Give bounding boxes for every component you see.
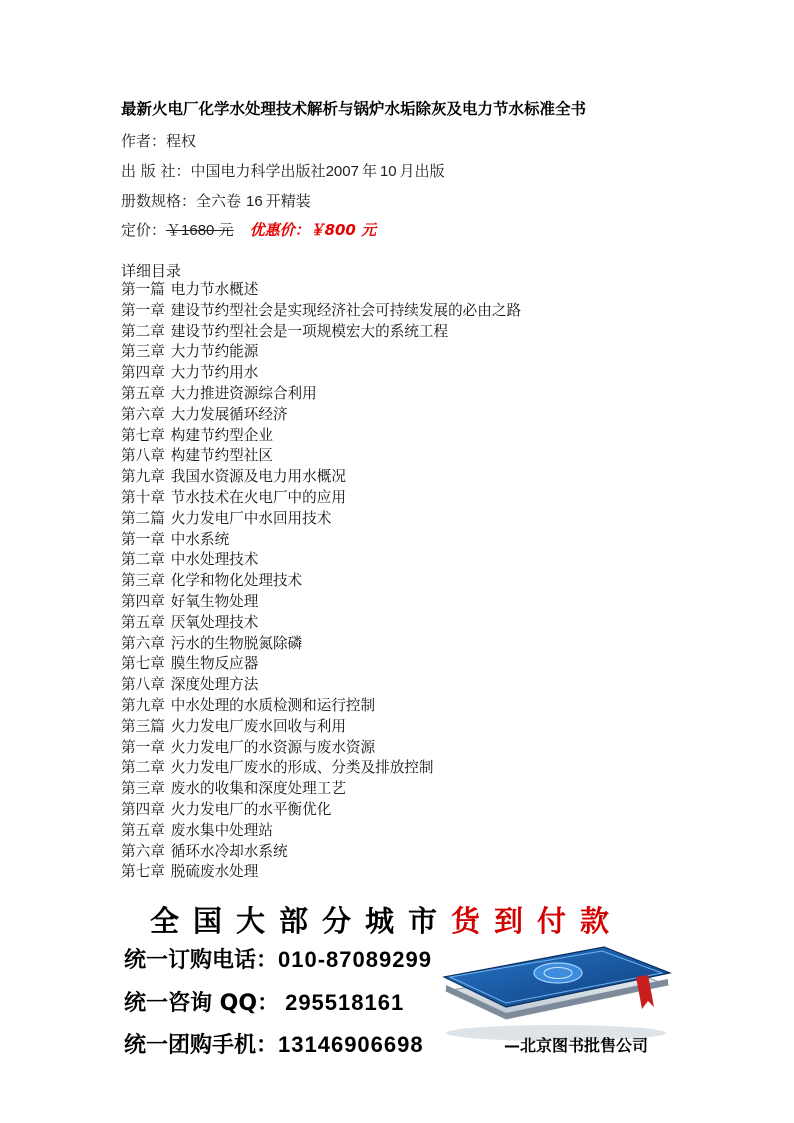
toc-chapter-number: 第六章 xyxy=(121,842,165,860)
toc-item xyxy=(121,571,521,592)
order-banner xyxy=(118,893,678,1063)
toc-chapter-title: 大力节约能源 xyxy=(170,343,259,361)
toc-chapter-number: 第四章 xyxy=(121,592,165,610)
toc-item xyxy=(121,842,521,863)
pub-year: 2007 xyxy=(325,163,359,180)
toc-chapter-title: 大力节约用水 xyxy=(170,364,259,382)
toc-chapter-title: 火力发电厂废水回收与利用 xyxy=(170,717,346,735)
toc-item xyxy=(121,634,521,655)
toc-chapter-title: 厌氧处理技术 xyxy=(170,613,259,631)
toc-chapter-title: 深度处理方法 xyxy=(170,676,259,694)
toc-item xyxy=(121,509,521,530)
toc-chapter-number: 第八章 xyxy=(121,676,165,694)
toc-chapter-title: 循环水冷却水系统 xyxy=(170,842,288,860)
toc-chapter-title: 膜生物反应器 xyxy=(170,655,259,673)
toc-item xyxy=(121,862,521,883)
toc-chapter-number: 第六章 xyxy=(121,634,165,652)
toc-chapter-number: 第一章 xyxy=(121,738,165,756)
price-label: 定价： xyxy=(121,221,167,239)
toc-chapter-title: 中水处理技术 xyxy=(170,551,259,569)
toc-chapter-title: 化学和物化处理技术 xyxy=(170,572,303,590)
toc-chapter-number: 第五章 xyxy=(121,613,165,631)
toc-chapter-number: 第一章 xyxy=(121,301,165,319)
toc-chapter-number: 第二章 xyxy=(121,759,165,777)
mobile-label: 统一团购手机： xyxy=(124,1033,279,1058)
toc-item xyxy=(121,654,521,675)
toc-item xyxy=(121,342,521,363)
original-price: ￥1680 元 xyxy=(166,222,234,239)
toc-chapter-title: 脱硫废水处理 xyxy=(170,863,259,881)
spec-pre: 全六卷 xyxy=(196,192,242,210)
pub-month: 10 xyxy=(379,163,397,180)
mobile-line xyxy=(124,1028,424,1059)
toc-chapter-number: 第五章 xyxy=(121,821,165,839)
toc-chapter-number: 第一篇 xyxy=(121,281,165,298)
toc-chapter-number: 第二篇 xyxy=(121,509,165,527)
headline-black: 全国大部分城市 xyxy=(150,904,452,938)
toc-chapter-number: 第二章 xyxy=(121,322,165,340)
toc-chapter-number: 第五章 xyxy=(121,384,165,402)
toc-chapter-title: 节水技术在火电厂中的应用 xyxy=(170,488,346,506)
mobile-number: 13146906698 xyxy=(278,1032,424,1057)
toc-item xyxy=(121,467,521,488)
toc-item xyxy=(121,426,521,447)
toc-chapter-number: 第九章 xyxy=(121,468,165,486)
toc-chapter-number: 第四章 xyxy=(121,800,165,818)
toc-chapter-title: 火力发电厂中水回用技术 xyxy=(170,509,332,527)
toc-chapter-number: 第七章 xyxy=(121,655,165,673)
toc-chapter-number: 第七章 xyxy=(121,863,165,881)
spec-label: 册数规格： xyxy=(121,192,197,210)
toc-chapter-number: 第七章 xyxy=(121,426,165,444)
toc-chapter-title: 大力推进资源综合利用 xyxy=(170,384,317,402)
toc-item xyxy=(121,301,521,322)
toc-item xyxy=(121,675,521,696)
toc-chapter-title: 火力发电厂的水平衡优化 xyxy=(170,800,332,818)
toc-chapter-title: 污水的生物脱氮除磷 xyxy=(170,634,303,652)
toc-chapter-title: 废水集中处理站 xyxy=(170,821,273,839)
toc-chapter-number: 第九章 xyxy=(121,696,165,714)
toc-item xyxy=(121,800,521,821)
toc-chapter-title: 电力节水概述 xyxy=(170,281,259,298)
book-illustration-icon xyxy=(436,933,676,1043)
toc-item xyxy=(121,779,521,800)
toc-chapter-title: 好氧生物处理 xyxy=(170,592,259,610)
phone-label: 统一订购电话： xyxy=(124,948,279,973)
spec-post: 开精装 xyxy=(265,192,311,210)
promo-price: 优惠价：￥800 元 xyxy=(249,221,377,239)
toc-item xyxy=(121,530,521,551)
toc-heading: 详细目录 xyxy=(121,262,182,280)
pub-month-suffix: 月出版 xyxy=(399,162,445,180)
author-label: 作者： xyxy=(121,132,167,150)
toc-item xyxy=(121,488,521,509)
toc-chapter-title: 中水处理的水质检测和运行控制 xyxy=(170,696,376,714)
toc-chapter-number: 第二章 xyxy=(121,551,165,569)
toc-chapter-number: 第三章 xyxy=(121,780,165,798)
headline-red: 货到付款 xyxy=(451,904,624,938)
toc-chapter-title: 火力发电厂废水的形成、分类及排放控制 xyxy=(170,759,434,777)
spec-num: 16 xyxy=(246,193,263,210)
toc-chapter-number: 第四章 xyxy=(121,364,165,382)
toc-chapter-number: 第一章 xyxy=(121,530,165,548)
toc-chapter-number: 第十章 xyxy=(121,488,165,506)
author-line xyxy=(121,130,196,151)
toc-chapter-title: 中水系统 xyxy=(170,530,230,548)
toc-item xyxy=(121,550,521,571)
toc-item xyxy=(121,758,521,779)
toc-chapter-number: 第八章 xyxy=(121,447,165,465)
phone-number: 010-87089299 xyxy=(278,947,432,972)
publisher-line xyxy=(121,160,445,181)
toc-item xyxy=(121,446,521,467)
toc-item xyxy=(121,384,521,405)
toc-chapter-title: 构建节约型社区 xyxy=(170,447,273,465)
toc-chapter-number: 第三章 xyxy=(121,572,165,590)
toc-chapter-title: 火力发电厂的水资源与废水资源 xyxy=(170,738,376,756)
toc-chapter-number: 第三篇 xyxy=(121,717,165,735)
toc-item xyxy=(121,613,521,634)
toc-item xyxy=(121,405,521,426)
pub-year-suffix: 年 xyxy=(361,162,377,180)
toc-item xyxy=(121,592,521,613)
toc-chapter-number: 第三章 xyxy=(121,343,165,361)
toc-item xyxy=(121,322,521,343)
toc-chapter-title: 建设节约型社会是实现经济社会可持续发展的必由之路 xyxy=(170,301,522,319)
price-line xyxy=(121,219,376,240)
qq-label: 统一咨询 QQ： xyxy=(124,991,280,1016)
toc-item xyxy=(121,696,521,717)
phone-line xyxy=(124,943,432,974)
company-name: —北京图书批售公司 xyxy=(504,1036,649,1055)
toc-item xyxy=(121,738,521,759)
document-title: 最新火电厂化学水处理技术解析与锅炉水垢除灰及电力节水标准全书 xyxy=(121,100,587,118)
toc-chapter-title: 废水的收集和深度处理工艺 xyxy=(170,780,346,798)
spec-line xyxy=(121,190,311,211)
publisher-value: 中国电力科学出版社 xyxy=(190,162,326,180)
toc-chapter-number: 第六章 xyxy=(121,405,165,423)
toc-item xyxy=(121,363,521,384)
toc-chapter-title: 建设节约型社会是一项规模宏大的系统工程 xyxy=(170,322,449,340)
toc-chapter-title: 大力发展循环经济 xyxy=(170,405,288,423)
qq-line xyxy=(124,986,404,1017)
publisher-label: 出 版 社： xyxy=(121,162,191,180)
toc-item xyxy=(121,821,521,842)
table-of-contents xyxy=(121,280,521,883)
toc-chapter-title: 构建节约型企业 xyxy=(170,426,273,444)
toc-item xyxy=(121,280,521,301)
author-value: 程权 xyxy=(166,132,197,150)
qq-number: 295518161 xyxy=(285,990,405,1015)
toc-chapter-title: 我国水资源及电力用水概况 xyxy=(170,468,346,486)
toc-item xyxy=(121,717,521,738)
